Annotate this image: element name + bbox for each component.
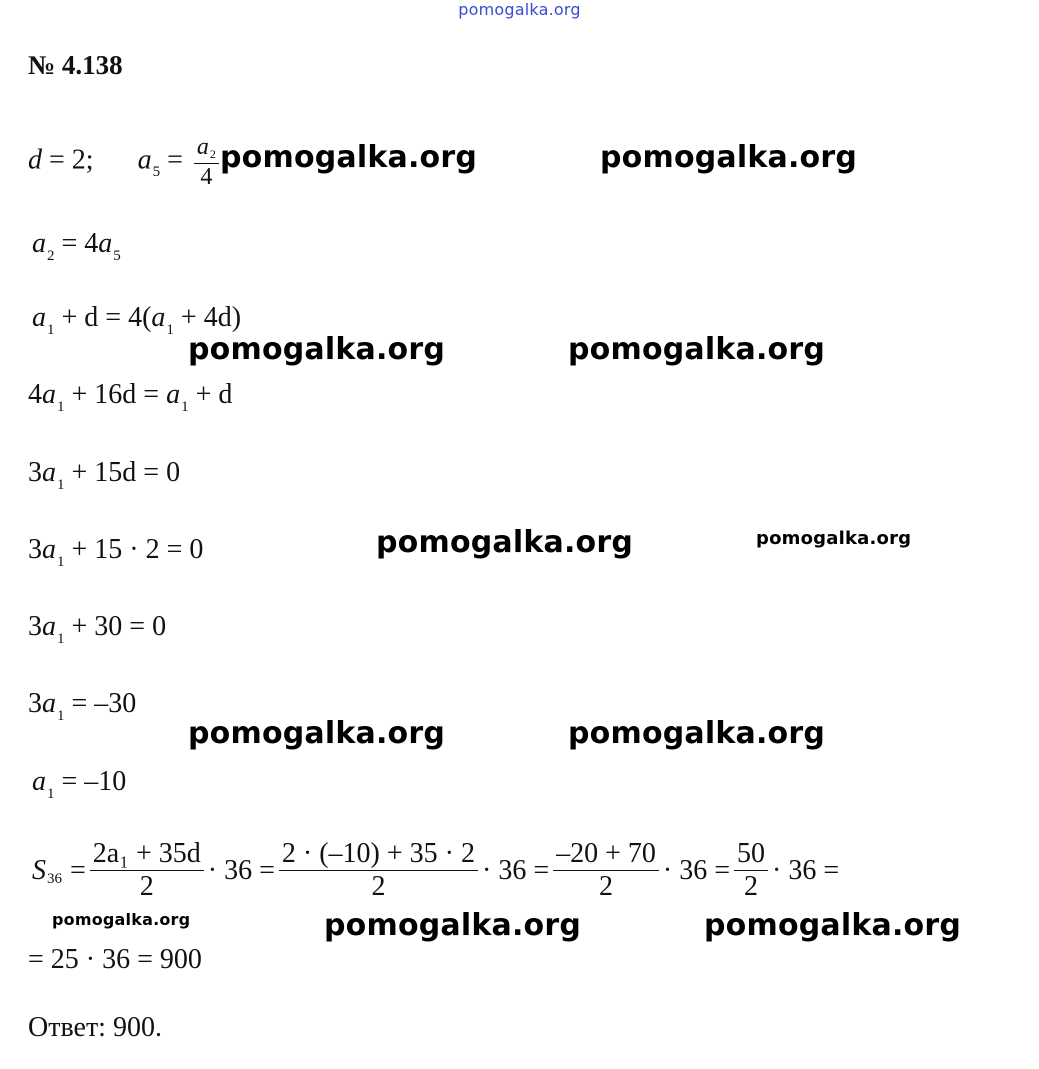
watermark: pomogalka.org	[704, 908, 962, 943]
fraction-1: $\frac{\text{2a₁ + 35d}}{2}$	[90, 838, 204, 903]
answer: Ответ: 900.	[28, 1012, 162, 1043]
equation-4: $4a_1 + 16d = a_1 + d$	[28, 379, 233, 415]
watermark: pomogalka.org	[600, 140, 858, 175]
watermark: pomogalka.org	[188, 716, 446, 751]
fraction-3: $\frac{-20 + 70}{2}$	[553, 838, 659, 903]
equation-9: $a_1 = -10$	[32, 766, 127, 802]
watermark: pomogalka.org	[324, 908, 582, 943]
equation-8: $3a_1 = -30$	[28, 688, 137, 724]
equation-6: $3a_1 + 15 \cdot 2 = 0$	[28, 534, 204, 570]
top-watermark: pomogalka.org	[458, 0, 581, 19]
watermark: pomogalka.org	[568, 332, 826, 367]
equation-10: S 36 = $\frac{\text{2a₁ + 35d}}{2}$ · 36 = $\frac{2 \cdot (-10) + 35 \cdot 2}{2}$ · 36 = $\frac{-20 + 70}{2}$ · 36 = $\frac{50}{2}$ · 36 =	[32, 838, 840, 902]
fraction-2: $\frac{2 \cdot (-10) + 35 \cdot 2}{2}$	[279, 838, 478, 903]
equation-1: d = 2; $a_5$ = $\frac{a2}{4}$	[28, 134, 223, 190]
equation-7: $3a_1 + 30 = 0$	[28, 611, 167, 647]
equation-5: $3a_1 + 15d = 0$	[28, 457, 181, 493]
equation-3: $a_1 + d = 4(a_1 + 4d)$	[32, 302, 242, 338]
equation-11: = 25 · 36 = 900	[28, 944, 202, 975]
watermark: pomogalka.org	[52, 910, 191, 929]
watermark: pomogalka.org	[376, 525, 634, 560]
watermark: pomogalka.org	[568, 716, 826, 751]
problem-number: № 4.138	[28, 50, 123, 80]
watermark: pomogalka.org	[188, 332, 446, 367]
equation-2: $a_2 = 4a_5$	[32, 228, 121, 264]
fraction-4: $\frac{50}{2}$	[734, 838, 768, 903]
watermark: pomogalka.org	[756, 528, 912, 549]
watermark: pomogalka.org	[220, 140, 478, 175]
fraction: $\frac{a2}{4}$	[194, 134, 219, 190]
